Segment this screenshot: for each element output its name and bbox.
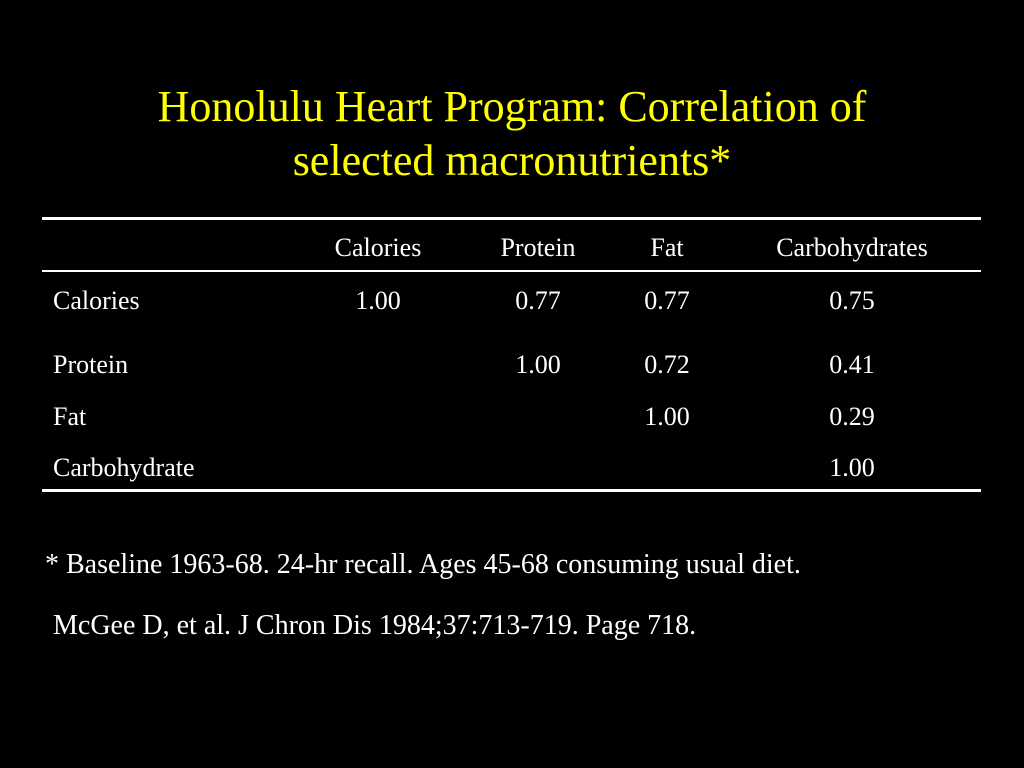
- cell-protein-protein: 1.00: [515, 350, 561, 379]
- cell-fat-fat: 1.00: [644, 402, 690, 431]
- slide-title: [40, 80, 984, 188]
- cell-carbohydrate-carbohydrates: 1.00: [829, 453, 875, 482]
- col-header-fat: Fat: [650, 233, 684, 262]
- table-header-rule: [42, 270, 981, 272]
- cell-calories-fat: 0.77: [644, 286, 690, 315]
- title-line-2: selected macronutrients*: [292, 136, 732, 185]
- cell-protein-fat: 0.72: [644, 350, 690, 379]
- col-header-carbohydrates: Carbohydrates: [776, 233, 928, 262]
- row-label-calories: Calories: [53, 286, 140, 315]
- row-label-fat: Fat: [53, 402, 87, 431]
- col-header-calories: Calories: [334, 233, 422, 262]
- cell-fat-carbohydrates: 0.29: [829, 402, 875, 431]
- row-label-protein: Protein: [53, 350, 129, 379]
- cell-calories-carbohydrates: 0.75: [829, 286, 875, 315]
- table-top-rule: [42, 217, 981, 220]
- cell-protein-carbohydrates: 0.41: [829, 350, 875, 379]
- table-bottom-rule: [42, 489, 981, 492]
- row-label-carbohydrate: Carbohydrate: [53, 453, 195, 482]
- cell-calories-calories: 1.00: [355, 286, 401, 315]
- title-line-1: Honolulu Heart Program: Correlation of: [157, 82, 867, 131]
- col-header-protein: Protein: [500, 233, 576, 262]
- cell-calories-protein: 0.77: [515, 286, 561, 315]
- footnote-citation: McGee D, et al. J Chron Dis 1984;37:713-719. Page 718.: [53, 610, 697, 641]
- footnote-baseline: * Baseline 1963-68. 24-hr recall. Ages 45-68 consuming usual diet.: [45, 549, 801, 580]
